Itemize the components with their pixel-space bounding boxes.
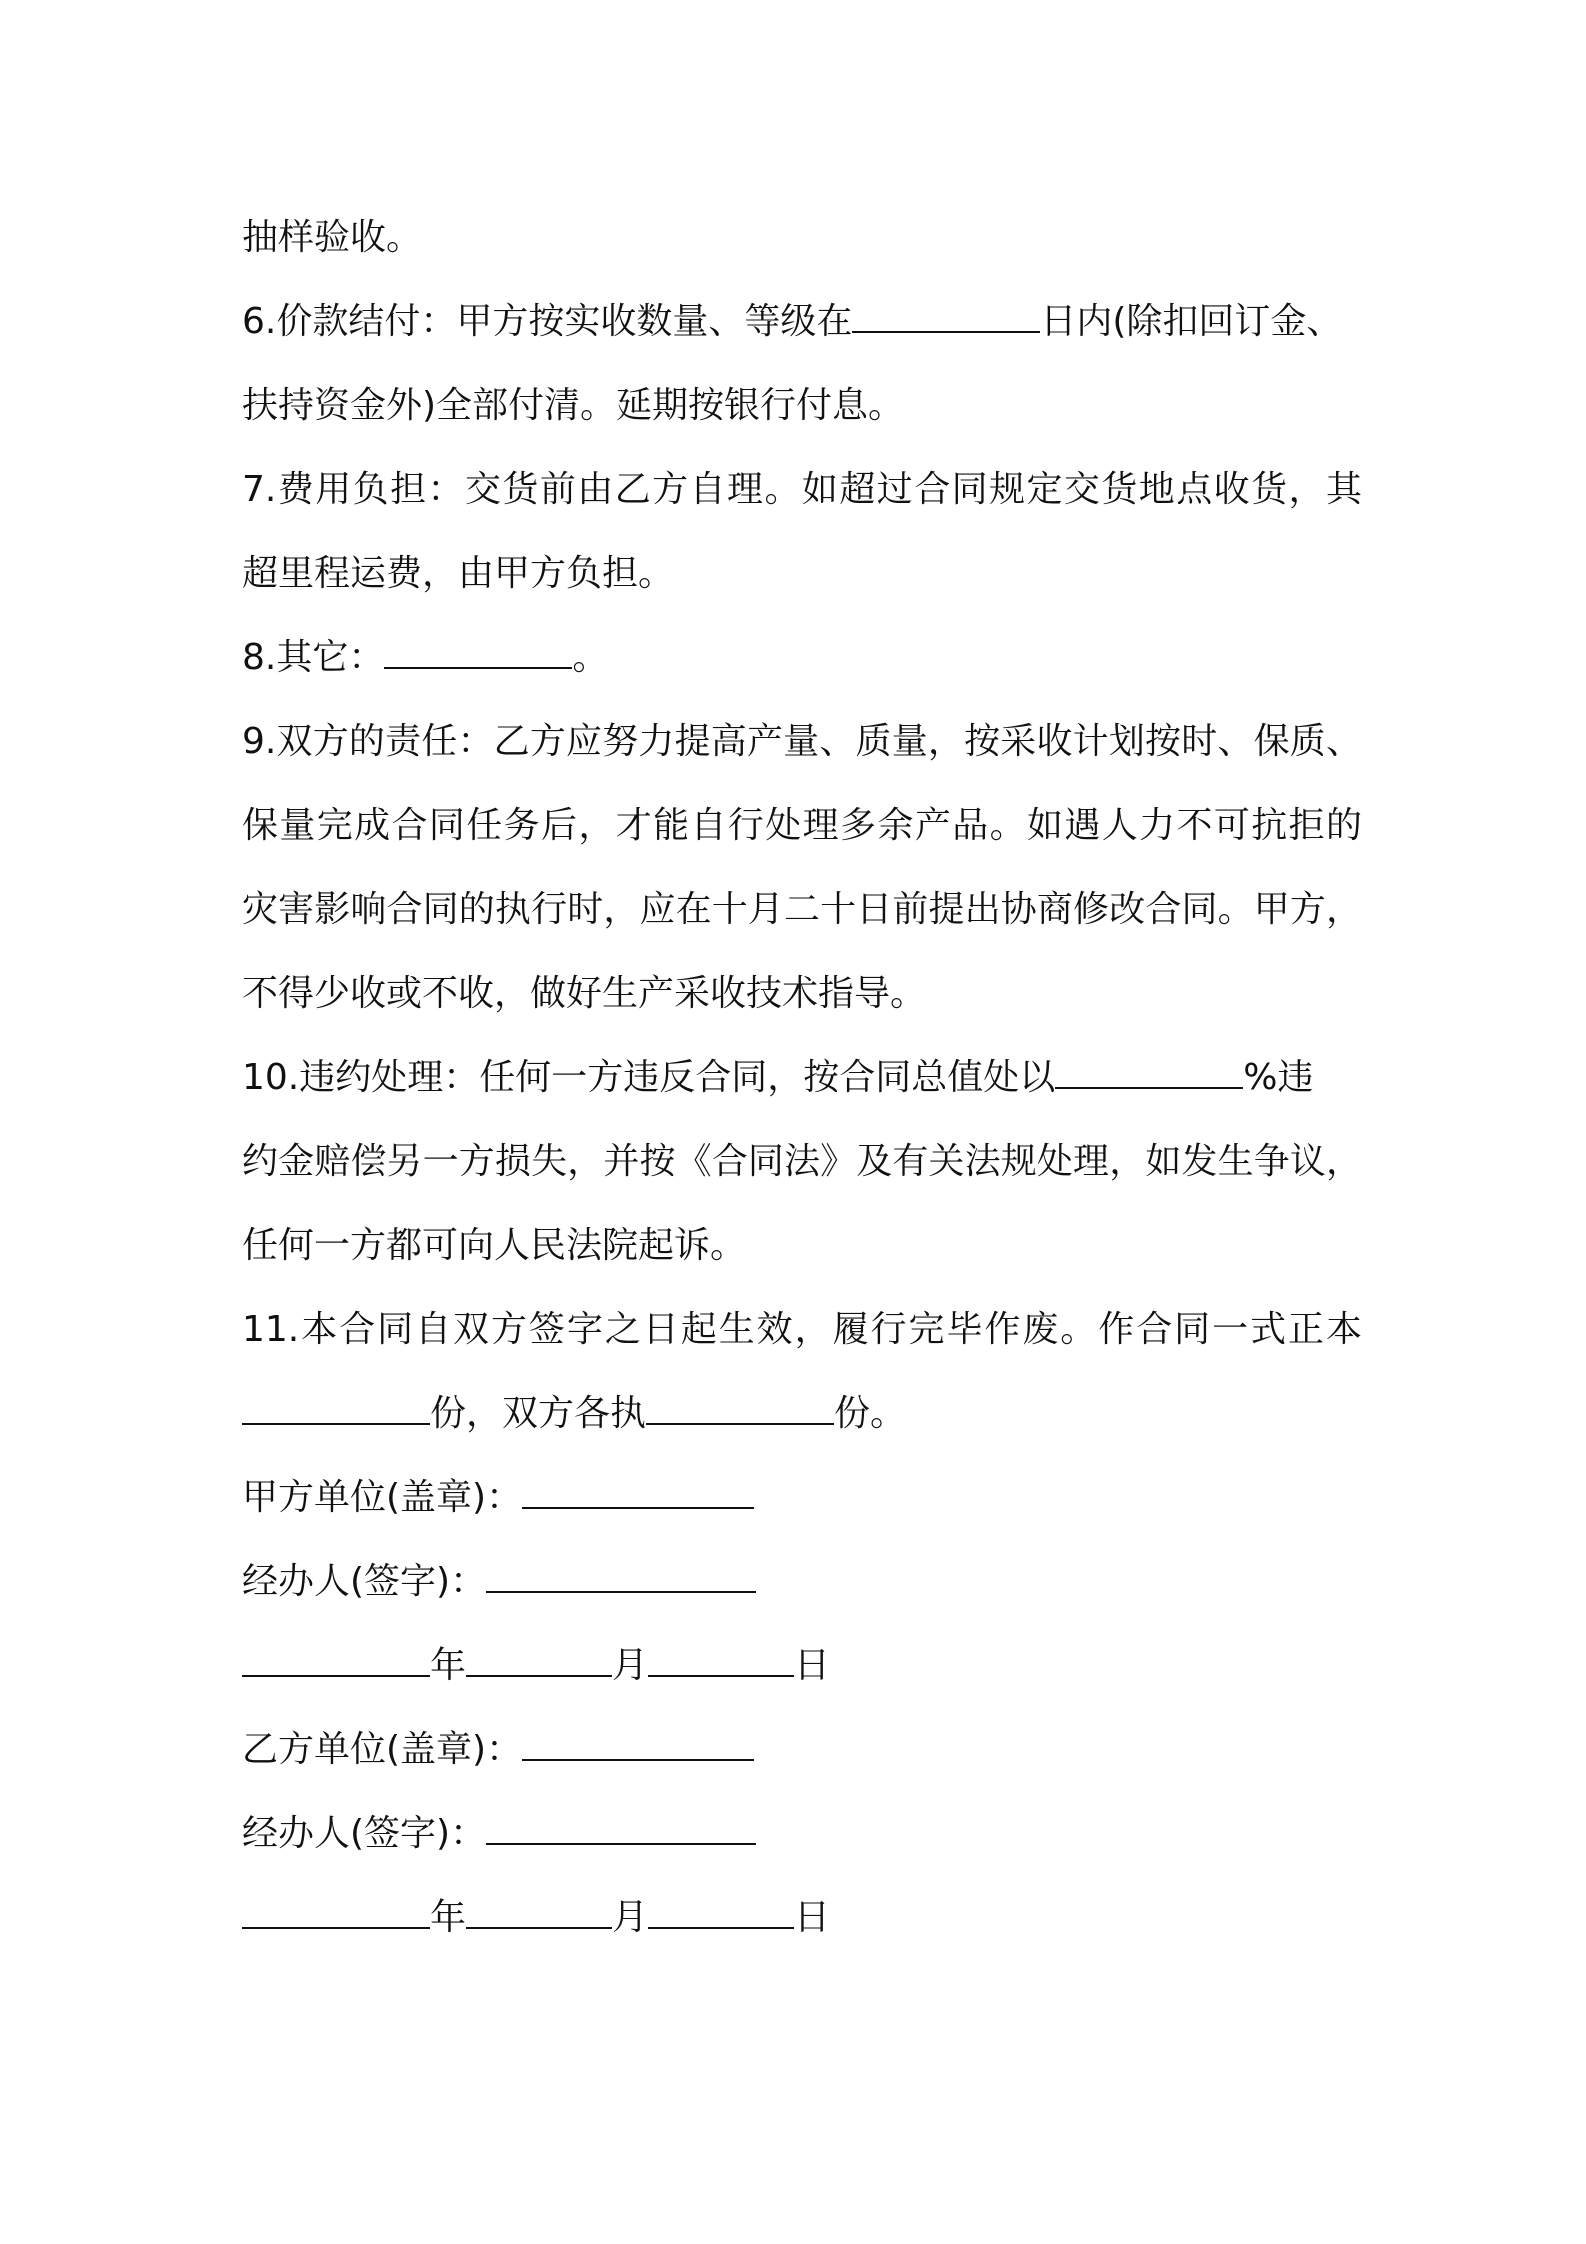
year-label: 年 (430, 1645, 467, 1686)
party-a-unit (242, 1456, 1362, 1540)
clause-11-copies (242, 1372, 1362, 1456)
text-line (242, 784, 1362, 868)
line-text: 灾害影响合同的执行时，应在十月二十日前提出协商修改合同。甲方， (242, 889, 1362, 930)
party-b-agent-label: 经办人(签字)： (242, 1813, 487, 1854)
text-line (242, 952, 1362, 1036)
clause-10 (242, 1036, 1362, 1120)
text-line (242, 532, 1362, 616)
clause-10-text-cont: %违 (1243, 1057, 1314, 1098)
line-text: 超里程运费，由甲方负担。 (242, 553, 675, 594)
party-b-seal-field[interactable] (522, 1733, 754, 1761)
line-text: 约金赔偿另一方损失，并按《合同法》及有关法规处理，如发生争议， (242, 1141, 1362, 1182)
party-a-unit-label: 甲方单位(盖章)： (242, 1477, 523, 1518)
line-text: 抽样验收。 (242, 217, 423, 258)
text-line (242, 868, 1362, 952)
clause-11-text: 11.本合同自双方签字之日起生效，履行完毕作废。作合同一式正本 (242, 1309, 1362, 1350)
party-b-unit (242, 1708, 1362, 1792)
copies-text: 份，双方各执 (430, 1393, 647, 1434)
day-label: 日 (794, 1897, 831, 1938)
clause-6-text: 6.价款结付：甲方按实收数量、等级在 (242, 301, 853, 342)
clause-6 (242, 280, 1362, 364)
blank-field[interactable] (384, 641, 572, 669)
month-field[interactable] (466, 1901, 612, 1929)
line-text: 任何一方都可向人民法院起诉。 (242, 1225, 747, 1266)
party-a-date (242, 1624, 1362, 1708)
year-field[interactable] (242, 1901, 430, 1929)
clause-8 (242, 616, 1362, 700)
line-text: 不得少收或不收，做好生产采收技术指导。 (242, 973, 927, 1014)
text-line (242, 364, 1362, 448)
blank-field[interactable] (242, 1397, 430, 1425)
party-b-agent (242, 1792, 1362, 1876)
party-b-unit-label: 乙方单位(盖章)： (242, 1729, 523, 1770)
day-field[interactable] (648, 1901, 794, 1929)
clause-6-text-cont: 日内(除扣回订金、 (1040, 301, 1343, 342)
clause-11 (242, 1288, 1362, 1372)
clause-8-text: 8.其它： (242, 637, 385, 678)
copies-text-end: 份。 (834, 1393, 907, 1434)
text-line (242, 196, 1362, 280)
clause-7-text: 7.费用负担：交货前由乙方自理。如超过合同规定交货地点收货，其 (242, 469, 1362, 510)
party-a-agent (242, 1540, 1362, 1624)
month-label: 月 (612, 1645, 649, 1686)
month-field[interactable] (466, 1649, 612, 1677)
party-b-signature-field[interactable] (486, 1817, 756, 1845)
line-text: 扶持资金外)全部付清。延期按银行付息。 (242, 385, 905, 426)
clause-7 (242, 448, 1362, 532)
clause-9-text: 9.双方的责任：乙方应努力提高产量、质量，按采收计划按时、保质、 (242, 721, 1362, 762)
clause-8-end: 。 (572, 637, 609, 678)
blank-field[interactable] (646, 1397, 834, 1425)
party-a-seal-field[interactable] (522, 1481, 754, 1509)
party-a-signature-field[interactable] (486, 1565, 756, 1593)
day-label: 日 (794, 1645, 831, 1686)
clause-10-text: 10.违约处理：任何一方违反合同，按合同总值处以 (242, 1057, 1056, 1098)
party-b-date (242, 1876, 1362, 1960)
line-text: 保量完成合同任务后，才能自行处理多余产品。如遇人力不可抗拒的 (242, 805, 1362, 846)
blank-field[interactable] (852, 305, 1040, 333)
text-line (242, 1204, 1362, 1288)
day-field[interactable] (648, 1649, 794, 1677)
contract-body (242, 196, 1362, 1960)
year-label: 年 (430, 1897, 467, 1938)
month-label: 月 (612, 1897, 649, 1938)
year-field[interactable] (242, 1649, 430, 1677)
clause-9 (242, 700, 1362, 784)
party-a-agent-label: 经办人(签字)： (242, 1561, 487, 1602)
blank-field[interactable] (1055, 1061, 1243, 1089)
text-line (242, 1120, 1362, 1204)
